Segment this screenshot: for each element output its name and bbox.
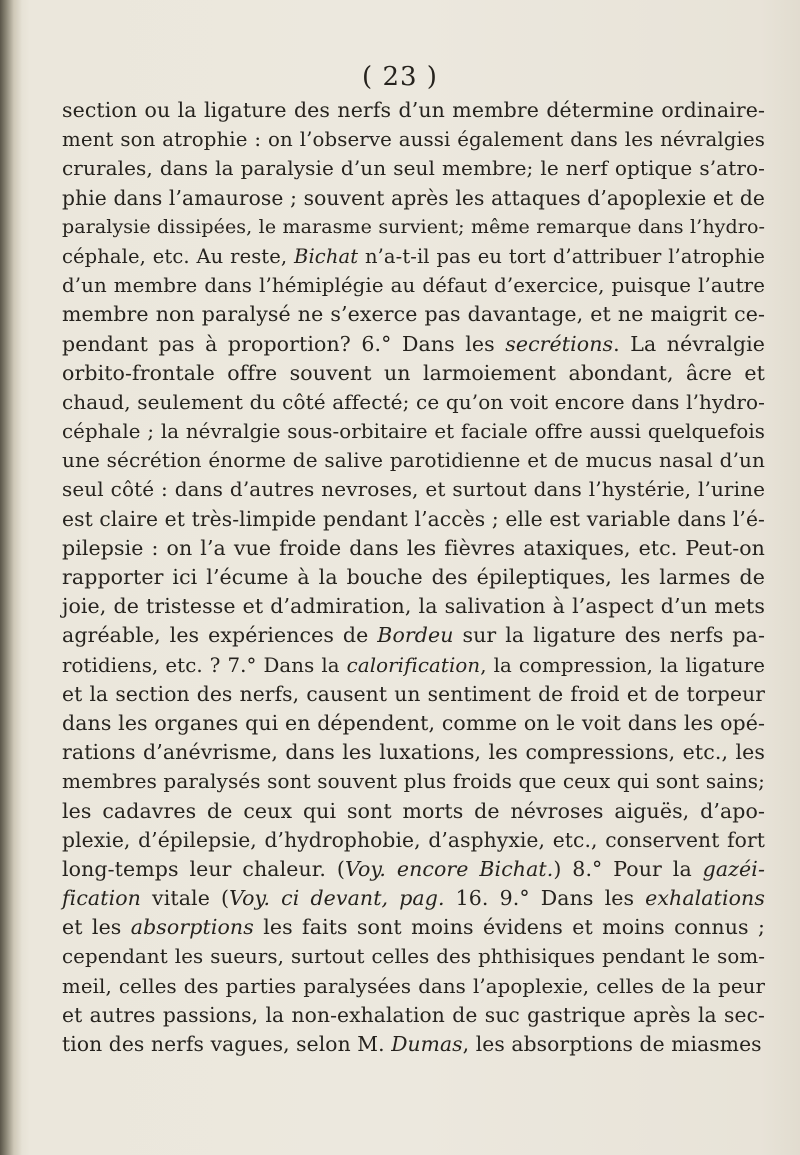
text-line: et les absorptions les faits sont moins évidens et moins connus ; — [62, 915, 765, 940]
text-line: seul côté : dans d’autres nevroses, et surtout dans l’hystérie, l’urine — [62, 477, 765, 502]
text-line: rations d’anévrisme, dans les luxations, les compressions, etc., les — [62, 740, 765, 765]
text-line: membres paralysés sont souvent plus froids que ceux qui sont sains; — [62, 769, 765, 794]
italic-text: Bichat — [294, 244, 359, 268]
text-line: orbito-frontale offre souvent un larmoiement abondant, âcre et — [62, 360, 765, 385]
text-line: pendant pas à proportion? 6.° Dans les secrétions. La névralgie — [62, 331, 765, 356]
italic-text: Voy. encore Bichat. — [344, 856, 554, 881]
text-line: ment son atrophie : on l’observe aussi également dans les névralgies — [62, 128, 765, 152]
text-line: céphale, etc. Au reste, Bichat n’a-t-il pas eu tort d’attribuer l’atrophie — [62, 244, 765, 268]
text-line: rapporter ici l’écume à la bouche des épileptiques, les larmes de — [62, 565, 765, 589]
text-line: paralysie dissipées, le marasme survient; même remarque dans l’hydro- — [62, 215, 765, 238]
text-line: une sécrétion énorme de salive parotidienne et de mucus nasal d’un — [62, 448, 765, 473]
italic-text: Dumas — [391, 1032, 463, 1056]
text-line: est claire et très-limpide pendant l’accès ; elle est variable dans l’é- — [62, 506, 765, 531]
text-line: rotidiens, etc. ? 7.° Dans la calorification, la compression, la ligature — [62, 653, 765, 677]
italic-text: gazéi- — [702, 856, 765, 881]
italic-text: exhalations — [645, 886, 765, 911]
text-line: pilepsie : on l’a vue froide dans les fièvres ataxiques, etc. Peut-on — [62, 535, 765, 560]
text-line: dans les organes qui en dépendent, comme on le voit dans les opé- — [62, 710, 765, 735]
italic-text: calorification — [346, 653, 481, 677]
page-number: ( 23 ) — [362, 62, 438, 92]
text-line: joie, de tristesse et d’admiration, la salivation à l’aspect d’un mets — [62, 594, 765, 619]
italic-text: fication — [62, 886, 141, 911]
text-line: membre non paralysé ne s’exerce pas davantage, et ne maigrit ce- — [62, 302, 765, 327]
text-line: d’un membre dans l’hémiplégie au défaut d’exercice, puisque l’autre — [62, 274, 765, 298]
text-line: et autres passions, la non-exhalation de suc gastrique après la sec- — [62, 1002, 765, 1027]
italic-text: absorptions — [130, 915, 254, 940]
text-line: crurales, dans la paralysie d’un seul membre; le nerf optique s’atro- — [62, 156, 765, 181]
italic-text: secrétions — [505, 331, 614, 356]
italic-text: Voy. ci devant, pag. — [229, 886, 445, 911]
text-line: fication vitale (Voy. ci devant, pag. 16. 9.° Dans les exhalations — [62, 886, 765, 911]
binding-shadow — [0, 0, 22, 1155]
text-line: phie dans l’amaurose ; souvent après les attaques d’apoplexie et de — [62, 185, 765, 210]
text-line: cependant les sueurs, surtout celles des phthisiques pendant le som- — [62, 945, 765, 969]
text-line: plexie, d’épilepsie, d’hydrophobie, d’asphyxie, etc., conservent fort — [62, 827, 765, 852]
italic-text: Bordeu — [377, 623, 454, 648]
text-line: les cadavres de ceux qui sont morts de névroses aiguës, d’apo- — [62, 798, 765, 823]
text-line: chaud, seulement du côté affecté; ce qu’on voit encore dans l’hydro- — [62, 389, 765, 414]
text-line: tion des nerfs vagues, selon M. Dumas, les absorptions de miasmes — [62, 1032, 762, 1056]
body-text — [62, 96, 765, 1059]
text-line: céphale ; la névralgie sous-orbitaire et faciale offre aussi quelquefois — [62, 420, 765, 444]
text-line: et la section des nerfs, causent un sentiment de froid et de torpeur — [62, 681, 765, 706]
text-line: agréable, les expériences de Bordeu sur la ligature des nerfs pa- — [62, 623, 765, 648]
text-line: section ou la ligature des nerfs d’un membre détermine ordinaire- — [62, 98, 765, 122]
text-line: long-temps leur chaleur. (Voy. encore Bichat.) 8.° Pour la gazéi- — [62, 856, 765, 881]
text-line: meil, celles des parties paralysées dans l’apoplexie, celles de la peur — [62, 974, 765, 998]
